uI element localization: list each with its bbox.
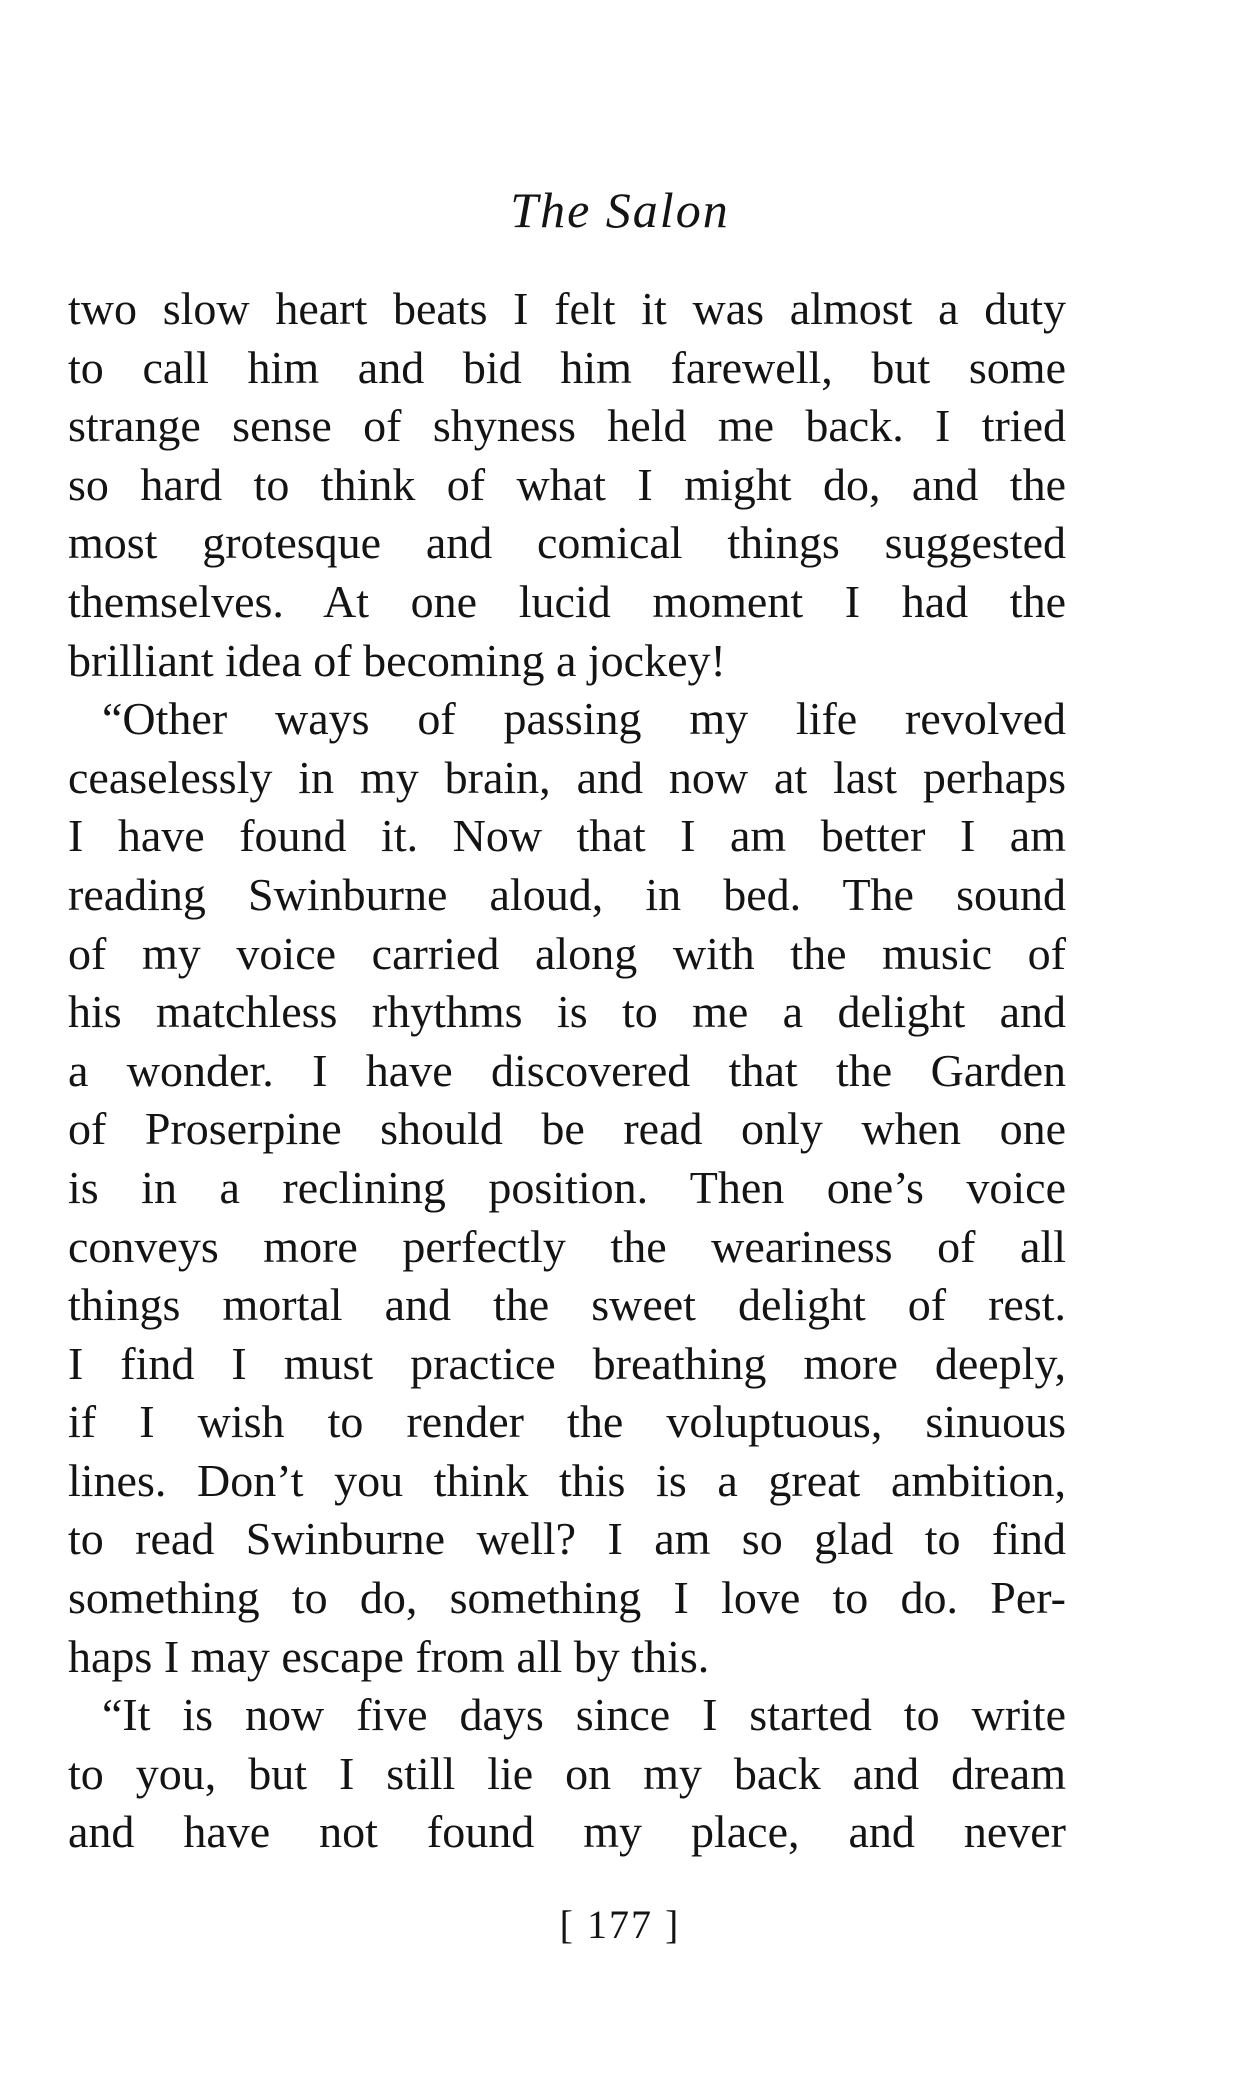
text-line: conveys more perfectly the weariness of all [68, 1220, 1066, 1272]
text-line: lines. Don’t you think this is a great ambition, [68, 1454, 1066, 1506]
text-line: I have found it. Now that I am better I am [68, 810, 1066, 862]
text-line: haps I may escape from all by this. [68, 1630, 710, 1682]
text-line: of my voice carried along with the music of [68, 927, 1066, 979]
text-line: reading Swinburne aloud, in bed. The sound [68, 868, 1066, 920]
text-line: so hard to think of what I might do, and the [68, 458, 1066, 510]
text-line: things mortal and the sweet delight of rest. [68, 1279, 1066, 1331]
text-line: brilliant idea of becoming a jockey! [68, 634, 726, 686]
text-line: “Other ways of passing my life revolved [102, 693, 1066, 745]
text-line: most grotesque and comical things suggested [68, 517, 1066, 569]
text-line: is in a reclining position. Then one’s voice [68, 1161, 1066, 1213]
text-line: a wonder. I have discovered that the Garden [68, 1044, 1066, 1096]
text-line: his matchless rhythms is to me a delight and [68, 986, 1066, 1038]
page-number: [ 177 ] [559, 1902, 681, 1947]
text-line: and have not found my place, and never [68, 1806, 1066, 1858]
running-title: The Salon [510, 182, 730, 238]
text-line: to call him and bid him farewell, but some [68, 341, 1066, 393]
text-line: something to do, something I love to do. Per- [68, 1572, 1066, 1624]
text-line: ceaselessly in my brain, and now at last perhaps [68, 751, 1066, 803]
text-line: “It is now five days since I started to write [102, 1689, 1066, 1741]
text-line: if I wish to render the voluptuous, sinuous [68, 1396, 1066, 1448]
text-line: I find I must practice breathing more deeply, [68, 1337, 1066, 1389]
text-line: strange sense of shyness held me back. I tried [68, 400, 1066, 452]
text-line: to you, but I still lie on my back and dream [68, 1747, 1066, 1799]
body-text [68, 280, 1066, 1862]
text-line: themselves. At one lucid moment I had the [68, 575, 1066, 627]
text-line: two slow heart beats I felt it was almost a duty [68, 283, 1066, 334]
text-line: to read Swinburne well? I am so glad to find [68, 1513, 1066, 1565]
text-line: of Proserpine should be read only when one [68, 1103, 1066, 1155]
